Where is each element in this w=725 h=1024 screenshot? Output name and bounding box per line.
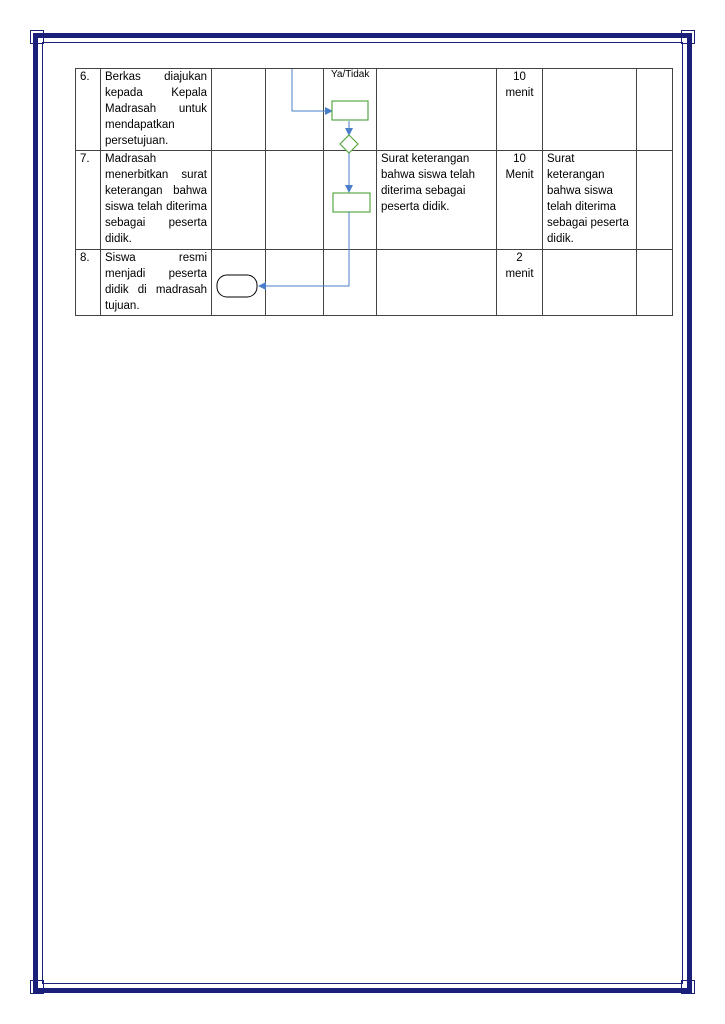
output-cell — [377, 69, 497, 151]
row-number: 6. — [76, 69, 101, 151]
extra-cell — [637, 250, 673, 316]
row-number: 8. — [76, 250, 101, 316]
output-cell — [377, 250, 497, 316]
description-cell — [543, 69, 637, 151]
corner-ornament-top-right — [681, 30, 695, 44]
output-cell: Surat keterangan bahwa siswa telah diterima sebagai peserta didik. — [377, 151, 497, 250]
activity-cell: Berkas diajukan kepada Kepala Madrasah untuk mendapatkan persetujuan. — [101, 69, 212, 151]
corner-ornament-bottom-right — [681, 980, 695, 994]
table-row — [76, 250, 673, 316]
decision-label: Ya/Tidak — [331, 69, 370, 80]
extra-cell — [637, 151, 673, 250]
corner-ornament-bottom-left — [30, 980, 44, 994]
table-row — [76, 69, 673, 151]
description-cell — [543, 250, 637, 316]
corner-ornament-top-left — [30, 30, 44, 44]
lane-cell — [266, 69, 324, 151]
lane-cell — [324, 151, 377, 250]
time-cell: 10 Menit — [497, 151, 543, 250]
row-number: 7. — [76, 151, 101, 250]
activity-cell: Madrasah menerbitkan surat keterangan bahwa siswa telah diterima sebagai peserta didik. — [101, 151, 212, 250]
lane-cell — [266, 250, 324, 316]
table-row — [76, 151, 673, 250]
extra-cell — [637, 69, 673, 151]
time-cell: 10 menit — [497, 69, 543, 151]
activity-cell: Siswa resmi menjadi peserta didik di madrasah tujuan. — [101, 250, 212, 316]
lane-cell — [212, 250, 266, 316]
lane-cell — [266, 151, 324, 250]
lane-cell — [324, 69, 377, 151]
description-cell: Surat keterangan bahwa siswa telah diterima sebagai peserta didik. — [543, 151, 637, 250]
lane-cell — [212, 151, 266, 250]
lane-cell — [324, 250, 377, 316]
time-cell: 2 menit — [497, 250, 543, 316]
lane-cell — [212, 69, 266, 151]
sop-table — [75, 68, 673, 316]
